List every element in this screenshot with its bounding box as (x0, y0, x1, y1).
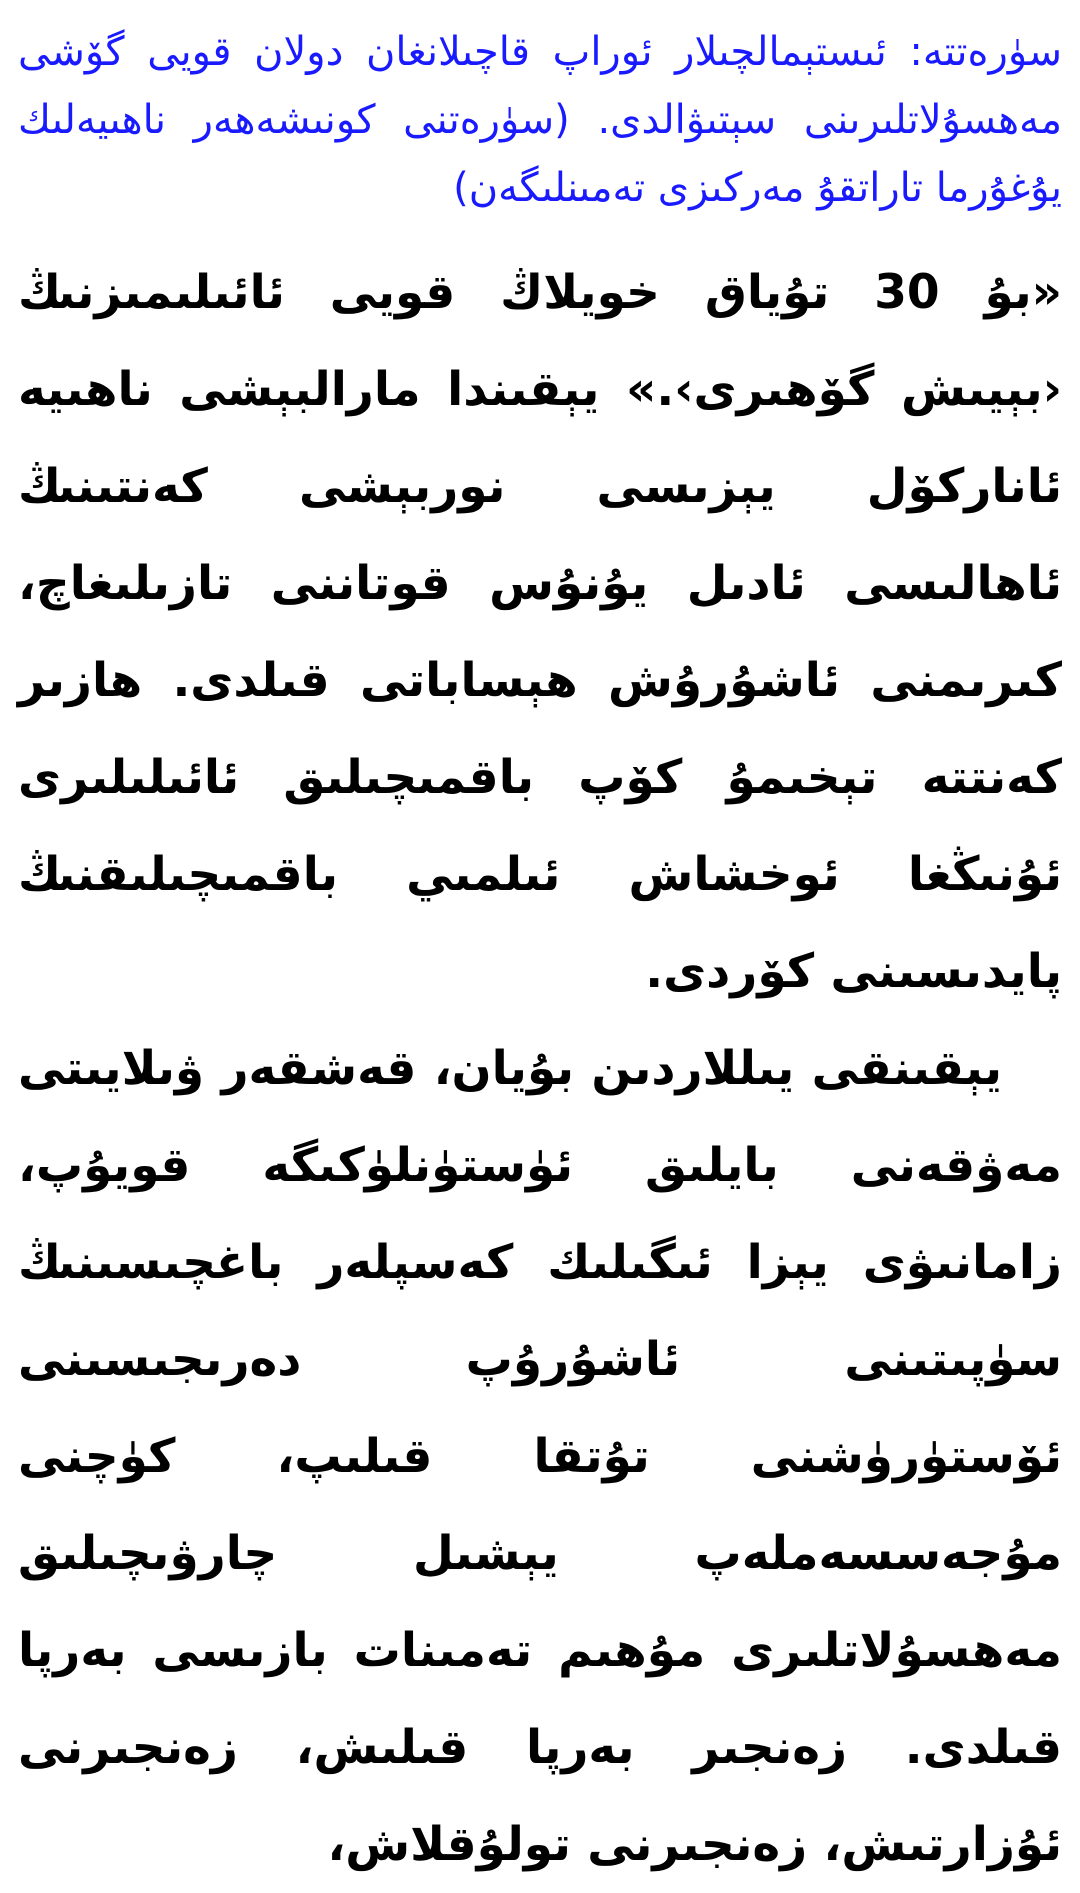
photo-caption: سۈرەتتە: ئىستېمالچىلار ئوراپ قاچىلانغان دولان قويى گۆشى مەھسۇلاتلىرىنى سېتىۋالدى. (سۈرەتنى كونىشەھەر ناھىيەلىك يۇغۇرما تاراتقۇ مەركىزى تەمىنلىگەن) (18, 29, 1062, 211)
paragraph-2: يېقىنقى يىللاردىن بۇيان، قەشقەر ۋىلايىتى مەۋقەنى بايلىق ئۈستۈنلۈكىگە قويۇپ، زامانىۋى يېزا ئىگىلىك كەسپلەر باغچىسىنىڭ سۈپىتىنى ئاشۇرۇپ دەرىجىسىنى ئۆستۈرۈشنى تۇتقا قىلىپ، كۈچنى مۇجەسسەملەپ يېشىل چارۋىچىلىق مەھسۇلاتلىرى مۇھىم تەمىنات بازىسى بەرپا قىلدى. زەنجىر بەرپا قىلىش، زەنجىرنى ئۇزارتىش، زەنجىرنى تولۇقلاش، (18, 1041, 1062, 1872)
paragraph-1: «بۇ 30 تۇياق خويلاڭ قويى ئائىلىمىزنىڭ ‹بېيىش گۆھىرى›.» يېقىندا مارالبېشى ناھىيە ئاناركۆل يېزىسى نوربېشى كەنتىنىڭ ئاھالىسى ئادىل يۇنۇس قوتاننى تازىلىغاچ، كىرىمنى ئاشۇرۇش ھېساباتى قىلدى. ھازىر كەنتتە تېخىمۇ كۆپ باقمىچىلىق ئائىلىلىرى ئۇنىڭغا ئوخشاش ئىلمىي باقمىچىلىقنىڭ پايدىسىنى كۆردى. (18, 265, 1062, 999)
